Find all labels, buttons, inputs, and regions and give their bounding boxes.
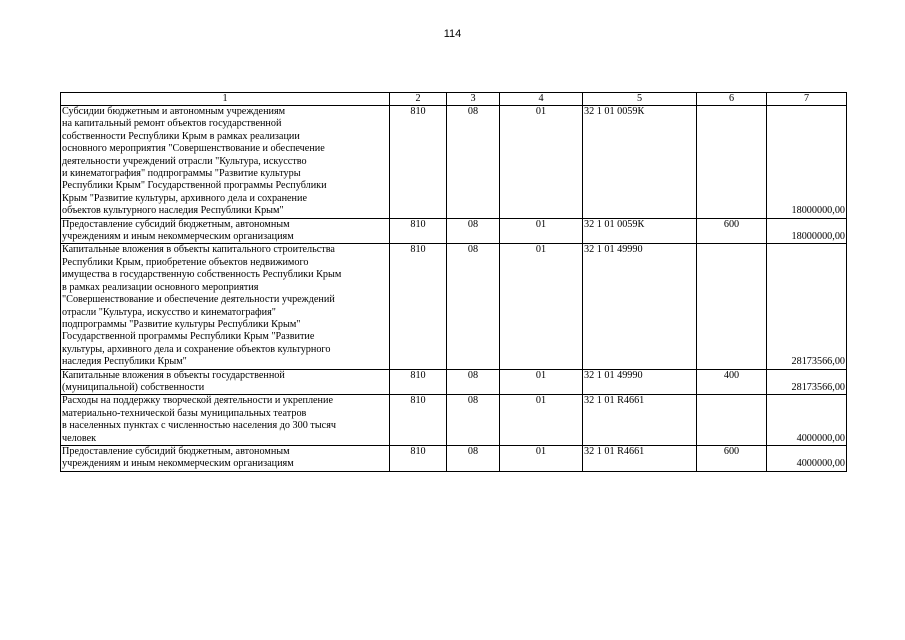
table-header-row [61, 93, 847, 106]
cell-ministry-code: 810 [390, 395, 447, 446]
cell-subsection: 01 [500, 218, 583, 244]
table-row [61, 445, 847, 471]
cell-target-article: 32 1 01 0059К [583, 106, 697, 219]
cell-amount: 18000000,00 [767, 106, 847, 219]
cell-amount: 18000000,00 [767, 218, 847, 244]
cell-subsection: 01 [500, 369, 583, 395]
table-row [61, 395, 847, 446]
cell-target-article: 32 1 01 0059К [583, 218, 697, 244]
cell-amount: 28173566,00 [767, 369, 847, 395]
row-name: Капитальные вложения в объекты государственной (муниципальной) собственности [61, 369, 390, 395]
column-header: 2 [390, 93, 447, 106]
cell-ministry-code: 810 [390, 106, 447, 219]
column-header: 4 [500, 93, 583, 106]
cell-ministry-code: 810 [390, 244, 447, 369]
table-row [61, 218, 847, 244]
table-row [61, 106, 847, 219]
row-name: Субсидии бюджетным и автономным учреждениям на капитальный ремонт объектов государственной собственности Республики Крым в рамках реализации основного мероприятия "Совершенствование и обеспечение деятельности учреждений отрасли "Культура, искусство и кинематография" подпрограммы "Развитие культуры Республики Крым" Государственной программы Республики Крым "Развитие культуры, архивного дела и сохранение объектов культурного наследия Республики Крым" [61, 106, 390, 219]
cell-section: 08 [447, 445, 500, 471]
cell-expense-type: 600 [697, 218, 767, 244]
cell-subsection: 01 [500, 445, 583, 471]
table-row [61, 244, 847, 369]
cell-section: 08 [447, 218, 500, 244]
page-number: 114 [443, 28, 462, 40]
cell-section: 08 [447, 106, 500, 219]
cell-expense-type [697, 244, 767, 369]
row-name: Капитальные вложения в объекты капитального строительства Республики Крым, приобретение объектов недвижимого имущества в государственную собственность Республики Крым в рамках реализации основного мероприятия "Совершенствование и обеспечение деятельности учреждений отрасли "Культура, искусство и кинематография" подпрограммы "Развитие культуры Республики Крым" Государственной программы Республики Крым "Развитие культуры, архивного дела и сохранение объектов культурного наследия Республики Крым" [61, 244, 390, 369]
cell-subsection: 01 [500, 395, 583, 446]
cell-amount: 28173566,00 [767, 244, 847, 369]
cell-target-article: 32 1 01 R4661 [583, 445, 697, 471]
column-header: 1 [61, 93, 390, 106]
cell-ministry-code: 810 [390, 445, 447, 471]
row-name: Предоставление субсидий бюджетным, автономным учреждениям и иным некоммерческим организациям [61, 218, 390, 244]
cell-expense-type: 400 [697, 369, 767, 395]
cell-target-article: 32 1 01 R4661 [583, 395, 697, 446]
row-name: Предоставление субсидий бюджетным, автономным учреждениям и иным некоммерческим организациям [61, 445, 390, 471]
budget-table [60, 92, 847, 472]
cell-section: 08 [447, 244, 500, 369]
cell-section: 08 [447, 395, 500, 446]
cell-target-article: 32 1 01 49990 [583, 369, 697, 395]
cell-expense-type [697, 395, 767, 446]
table-row [61, 369, 847, 395]
cell-subsection: 01 [500, 106, 583, 219]
cell-expense-type: 600 [697, 445, 767, 471]
cell-amount: 4000000,00 [767, 395, 847, 446]
cell-subsection: 01 [500, 244, 583, 369]
row-name: Расходы на поддержку творческой деятельности и укрепление материально-технической базы муниципальных театров в населенных пунктах с численностью населения до 300 тысяч человек [61, 395, 390, 446]
column-header: 5 [583, 93, 697, 106]
column-header: 3 [447, 93, 500, 106]
column-header: 6 [697, 93, 767, 106]
cell-ministry-code: 810 [390, 218, 447, 244]
cell-expense-type [697, 106, 767, 219]
cell-amount: 4000000,00 [767, 445, 847, 471]
cell-target-article: 32 1 01 49990 [583, 244, 697, 369]
cell-section: 08 [447, 369, 500, 395]
column-header: 7 [767, 93, 847, 106]
cell-ministry-code: 810 [390, 369, 447, 395]
